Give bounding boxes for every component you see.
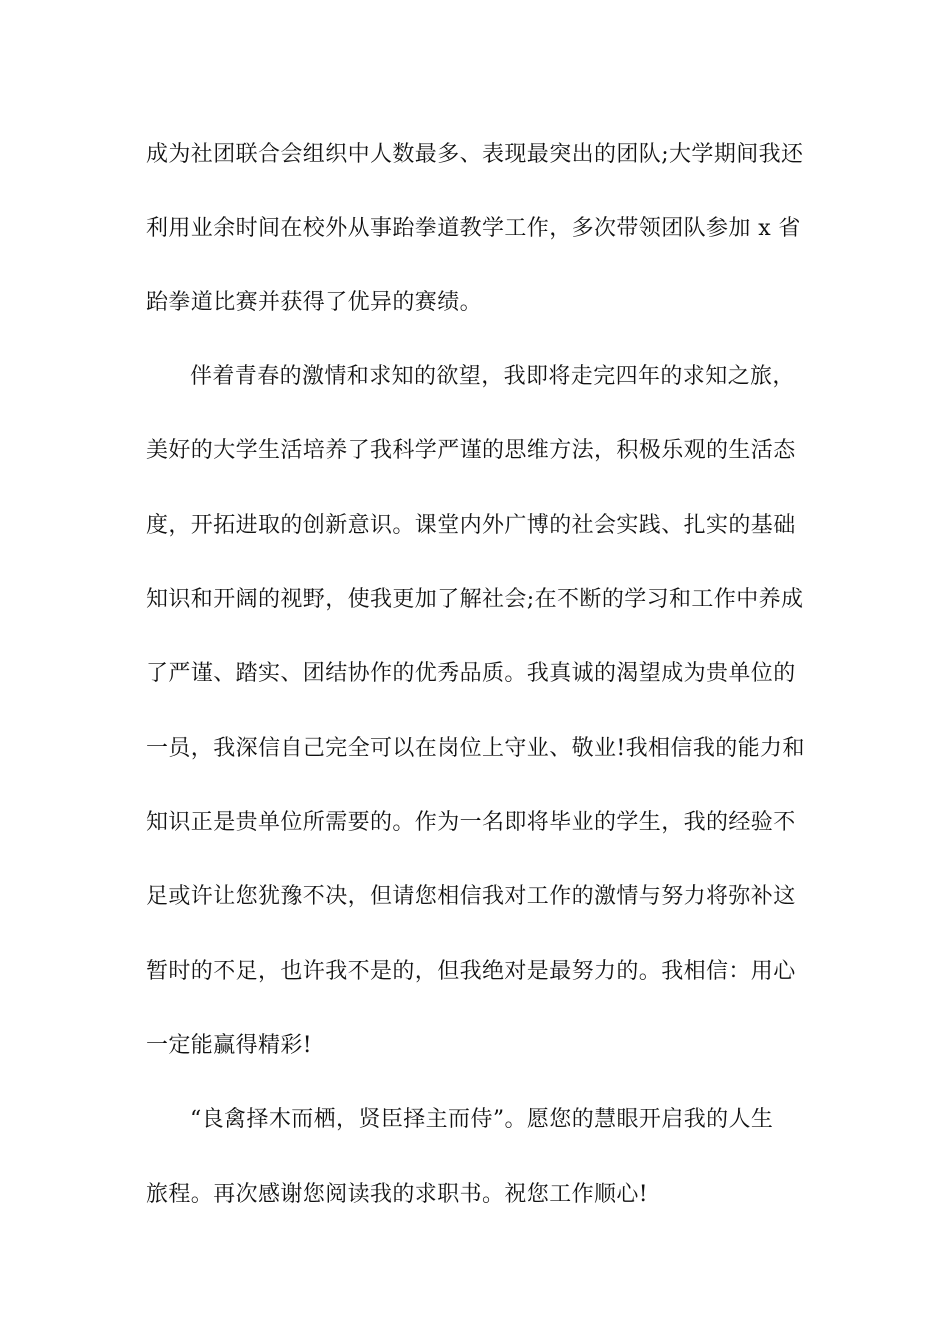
text-line-14: “良禽择木而栖，贤臣择主而侍”。愿您的慧眼开启我的人生 <box>190 1107 774 1132</box>
text-line-9: 一员，我深信自己完全可以在岗位上守业、敬业!我相信我的能力和 <box>146 736 805 761</box>
text-line-5: 美好的大学生活培养了我科学严谨的思维方法，积极乐观的生活态 <box>146 438 796 463</box>
text-line-1: 成为社团联合会组织中人数最多、表现最突出的团队;大学期间我还 <box>146 142 804 167</box>
text-line-11: 足或许让您犹豫不决，但请您相信我对工作的激情与努力将弥补这 <box>146 884 796 909</box>
text-line-13: 一定能赢得精彩! <box>146 1033 313 1058</box>
text-line-2: 利用业余时间在校外从事跆拳道教学工作，多次带领团队参加 x 省 <box>146 216 801 241</box>
text-line-7: 知识和开阔的视野，使我更加了解社会;在不断的学习和工作中养成 <box>146 587 804 612</box>
text-line-4: 伴着青春的激情和求知的欲望，我即将走完四年的求知之旅， <box>190 364 795 389</box>
text-line-6: 度，开拓进取的创新意识。课堂内外广博的社会实践、扎实的基础 <box>146 513 796 538</box>
text-line-8: 了严谨、踏实、团结协作的优秀品质。我真诚的渴望成为贵单位的 <box>146 661 796 686</box>
text-line-15: 旅程。再次感谢您阅读我的求职书。祝您工作顺心! <box>146 1182 649 1207</box>
text-line-3: 跆拳道比赛并获得了优异的赛绩。 <box>146 290 483 315</box>
text-line-12: 暂时的不足，也许我不是的，但我绝对是最努力的。我相信：用心 <box>146 959 796 984</box>
text-line-10: 知识正是贵单位所需要的。作为一名即将毕业的学生，我的经验不 <box>146 810 796 835</box>
